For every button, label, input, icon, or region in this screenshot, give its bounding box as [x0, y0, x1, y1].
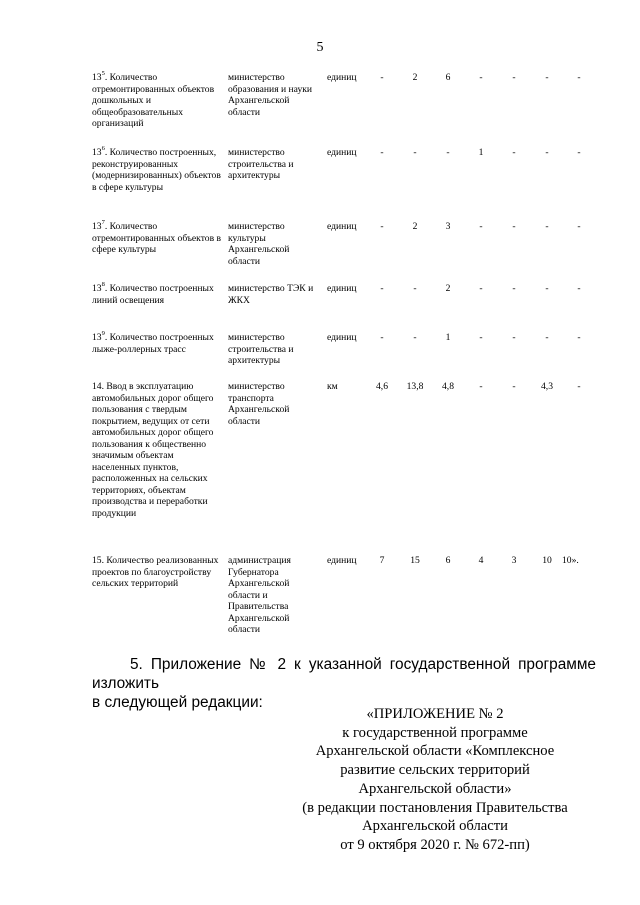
- value-cell: -: [479, 221, 483, 232]
- indicator-name: 14. Ввод в эксплуатацию автомобильных дорог общего пользования с твердым покрытием, ведущих от сети автомобильных дорог общего пользования к общественно значимым объектам населенных пунктов, расположенных на сельских территориях, объектам производства и переработки продукции: [92, 381, 214, 519]
- appendix-line: к государственной программе: [342, 724, 528, 741]
- value-cell: -: [380, 221, 384, 232]
- value-cell: 4,6: [376, 381, 388, 392]
- responsible-executor: министерство строительства и архитектуры: [228, 332, 294, 366]
- value-cell: -: [577, 381, 581, 392]
- value-cell: -: [577, 72, 581, 83]
- value-cell: -: [380, 147, 384, 158]
- value-cell: -: [545, 72, 549, 83]
- value-cell: 13,8: [406, 381, 424, 392]
- responsible-executor: администрация Губернатора Архангельской области и Правительства Архангельской области: [228, 555, 291, 635]
- value-cell: 4,3: [541, 381, 553, 392]
- indicator-name: $13^6$. Количество построенных, реконструированных (модернизированных) объектов в сфере культуры: [92, 144, 221, 193]
- unit: единиц: [327, 147, 357, 158]
- value-cell: -: [577, 221, 581, 232]
- paragraph-line: 5. Приложение № 2 к указанной государственной программе изложить: [92, 656, 596, 692]
- indicator-name: $13^5$. Количество отремонтированных объектов дошкольных и общеобразовательных организаций: [92, 69, 215, 129]
- value-cell: 3: [445, 221, 451, 232]
- value-cell: 10».: [562, 555, 579, 566]
- value-cell: -: [479, 381, 483, 392]
- responsible-executor: министерство культуры Архангельской области: [228, 221, 290, 267]
- value-cell: -: [512, 283, 516, 294]
- appendix-line: Архангельской области «Комплексное: [315, 743, 555, 760]
- appendix-line: развитие сельских территорий: [340, 762, 530, 779]
- appendix-line: от 9 октября 2020 г. № 672-пп): [340, 836, 530, 853]
- indicator-name: $13^9$. Количество построенных лыже-роллерных трасс: [92, 329, 214, 355]
- value-cell: -: [577, 147, 581, 158]
- value-cell: 3: [511, 555, 517, 566]
- page-number: 5: [316, 40, 324, 55]
- value-cell: 1: [478, 147, 484, 158]
- value-cell: -: [380, 332, 384, 343]
- value-cell: -: [413, 332, 417, 343]
- value-cell: 2: [412, 221, 418, 232]
- appendix-line: Архангельской области»: [358, 780, 512, 797]
- value-cell: -: [479, 283, 483, 294]
- unit: единиц: [327, 332, 357, 343]
- value-cell: 7: [379, 555, 385, 566]
- value-cell: -: [577, 332, 581, 343]
- value-cell: -: [545, 332, 549, 343]
- value-cell: -: [446, 147, 450, 158]
- responsible-executor: министерство строительства и архитектуры: [228, 147, 294, 181]
- value-cell: 2: [445, 283, 451, 294]
- responsible-executor: министерство транспорта Архангельской области: [228, 381, 290, 427]
- paragraph-line: в следующей редакции:: [92, 694, 263, 711]
- unit: единиц: [327, 72, 357, 83]
- value-cell: -: [479, 332, 483, 343]
- appendix-line: (в редакции постановления Правительства: [302, 799, 568, 816]
- value-cell: -: [545, 147, 549, 158]
- value-cell: 2: [412, 72, 418, 83]
- amendment-paragraph: [92, 655, 596, 712]
- value-cell: -: [512, 381, 516, 392]
- unit: единиц: [327, 555, 357, 566]
- value-cell: 6: [445, 72, 451, 83]
- value-cell: 4,8: [442, 381, 454, 392]
- responsible-executor: министерство образования и науки Архангельской области: [228, 72, 313, 118]
- indicator-name: $13^7$. Количество отремонтированных объектов в сфере культуры: [92, 218, 222, 255]
- appendix-line: Архангельской области: [362, 818, 508, 835]
- value-cell: 1: [445, 332, 451, 343]
- value-cell: -: [380, 72, 384, 83]
- value-cell: -: [380, 283, 384, 294]
- appendix-title: «ПРИЛОЖЕНИЕ № 2: [366, 706, 504, 722]
- value-cell: 10: [542, 555, 552, 566]
- unit: км: [327, 381, 338, 392]
- value-cell: -: [512, 221, 516, 232]
- value-cell: -: [545, 221, 549, 232]
- value-cell: 4: [478, 555, 484, 566]
- value-cell: -: [577, 283, 581, 294]
- value-cell: -: [545, 283, 549, 294]
- appendix-header: [300, 705, 570, 855]
- value-cell: -: [512, 72, 516, 83]
- value-cell: -: [512, 332, 516, 343]
- unit: единиц: [327, 221, 357, 232]
- value-cell: -: [413, 147, 417, 158]
- responsible-executor: министерство ТЭК и ЖКХ: [228, 283, 314, 306]
- indicator-name: $13^8$. Количество построенных линий освещения: [92, 280, 214, 306]
- indicator-name: 15. Количество реализованных проектов по благоустройству сельских территорий: [92, 555, 219, 589]
- unit: единиц: [327, 283, 357, 294]
- value-cell: 15: [410, 555, 420, 566]
- value-cell: -: [413, 283, 417, 294]
- value-cell: 6: [445, 555, 451, 566]
- value-cell: -: [479, 72, 483, 83]
- value-cell: -: [512, 147, 516, 158]
